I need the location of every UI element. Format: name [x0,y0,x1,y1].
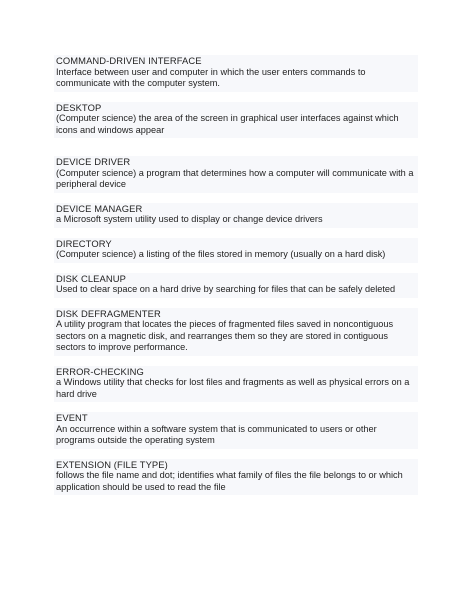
entry-term: DESKTOP [56,101,102,113]
entry-definition: (Computer science) the area of the screen in graphical user interfaces against which icons and windows appear [56,113,399,135]
entry-spacer [54,193,418,203]
glossary-entry [54,366,418,403]
entry-term: ERROR-CHECKING [56,365,144,377]
glossary-entry [54,273,418,298]
glossary-entry [54,55,418,92]
entry-definition: (Computer science) a program that determines how a computer will communicate with a peripheral device [56,167,414,189]
entry-term: EXTENSION (FILE TYPE) [56,458,168,470]
entry-definition: Interface between user and computer in which the user enters commands to communicate with the computer system. [56,66,366,88]
entry-term: DISK DEFRAGMENTER [56,307,161,319]
glossary-entry [54,203,418,228]
glossary-entry [54,102,418,139]
entry-definition: An occurrence within a software system that is communicated to users or other programs outside the operating system [56,423,377,445]
entry-definition: A utility program that locates the pieces of fragmented files saved in noncontiguous sectors on a magnetic disk, and rearranges them so they are stored in contiguous sectors to improve performance. [56,319,394,352]
entry-term: DIRECTORY [56,237,112,249]
entry-term: DEVICE MANAGER [56,202,143,214]
entry-spacer [54,356,418,366]
glossary-entry [54,156,418,193]
entry-spacer [54,92,418,102]
glossary-entry [54,459,418,496]
entry-definition: follows the file name and dot; identifies what family of files the file belongs to or which application should be used to read the file [56,470,403,492]
entry-spacer [54,402,418,412]
entry-definition: a Windows utility that checks for lost files and fragments as well as physical errors on a hard drive [56,377,410,399]
entry-spacer [54,449,418,459]
entry-definition: (Computer science) a listing of the files stored in memory (usually on a hard disk) [56,249,386,259]
glossary-entry [54,412,418,449]
entry-spacer [54,263,418,273]
entry-definition: a Microsoft system utility used to display or change device drivers [56,214,323,224]
entry-spacer [54,298,418,308]
glossary-list [54,55,418,495]
glossary-entry [54,308,418,356]
entry-term: DEVICE DRIVER [56,156,131,167]
entry-definition: Used to clear space on a hard drive by searching for files that can be safely deleted [56,284,396,294]
entry-term: DISK CLEANUP [56,272,126,284]
glossary-entry [54,238,418,263]
entry-term: COMMAND-DRIVEN INTERFACE [56,55,202,66]
entry-spacer [54,228,418,238]
entry-spacer [54,138,418,156]
entry-term: EVENT [56,412,88,423]
